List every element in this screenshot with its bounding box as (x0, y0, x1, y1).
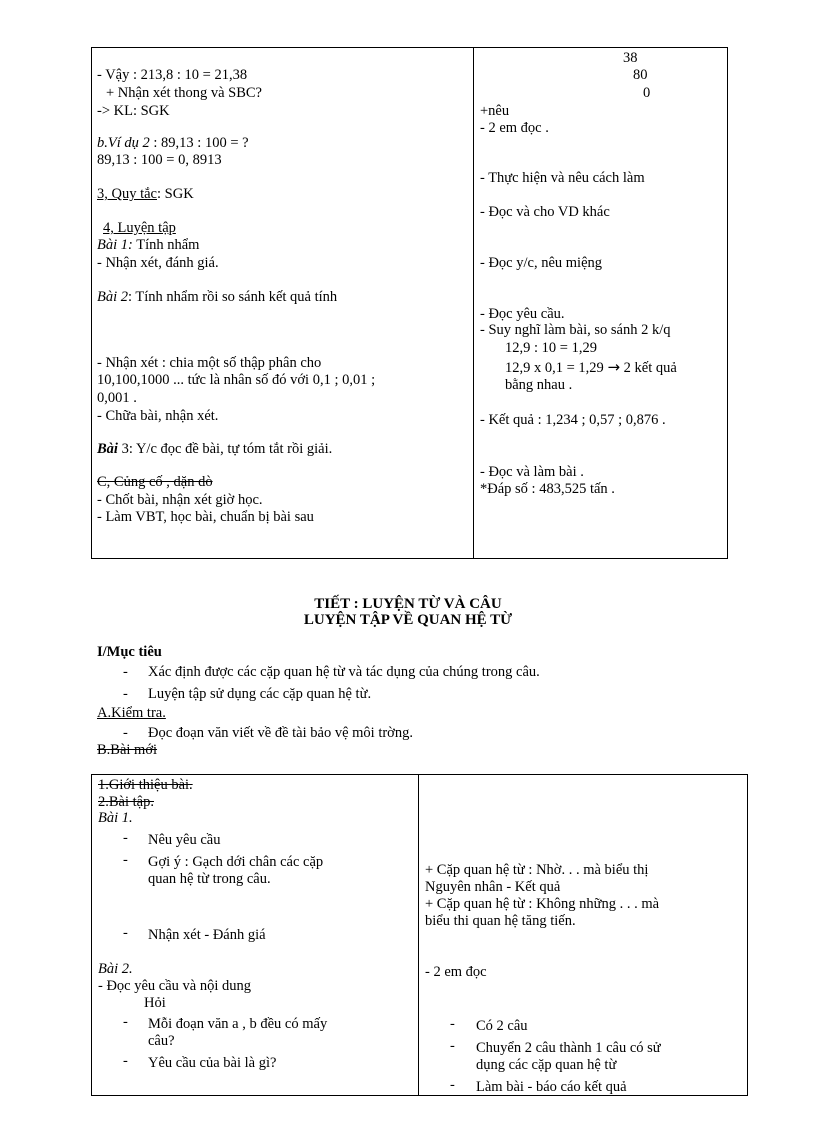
bullet-dash: - (123, 852, 128, 868)
bullet-dash: - (450, 1016, 455, 1032)
t1-right-line: *Đáp số : 483,525 tấn . (480, 481, 615, 497)
t1-right-line: - Đọc và cho VD khác (480, 204, 610, 220)
t1-exercise-2 (97, 290, 337, 305)
t1-right-line: - Đọc yêu cầu. (480, 306, 565, 322)
t1-division-digit: 0 (643, 85, 651, 101)
t1-right-line: - Kết quả : 1,234 ; 0,57 ; 0,876 . (480, 412, 666, 428)
exercise-2-text: : Tính nhẩm rồi so sánh kết quả tính (128, 289, 338, 305)
t1-exercise-1 (97, 238, 199, 253)
lesson-title: TIẾT : LUYỆN TỪ VÀ CÂU (314, 596, 502, 612)
t1-left-line: - Chữa bài, nhận xét. (97, 408, 219, 424)
t1-left-line: - Nhận xét : chia một số thập phân cho (97, 355, 322, 371)
lesson-subtitle: LUYỆN TẬP VỀ QUAN HỆ TỪ (303, 612, 513, 628)
t1-left-line: 89,13 : 100 = 0, 8913 (97, 152, 222, 168)
t1-consolidation-heading: C, Củng cố , dặn dò (97, 474, 213, 490)
t1-exercise-3 (97, 442, 332, 457)
t2-right-item: Chuyển 2 câu thành 1 câu có sử (476, 1040, 661, 1056)
t2-right-item: dụng các cặp quan hệ từ (476, 1057, 617, 1073)
t2-left-item: Nhận xét - Đánh giá (148, 927, 266, 943)
t2-right-item: Làm bài - báo cáo kết quả (476, 1079, 627, 1095)
t1-right-line: - Suy nghĩ làm bài, so sánh 2 k/q (480, 322, 671, 338)
bullet-dash: - (123, 1014, 128, 1030)
bullet-dash: - (123, 686, 128, 702)
t2-right-line: + Cặp quan hệ từ : Không những . . . mà (425, 896, 660, 912)
bullet-dash: - (123, 664, 128, 680)
exercise-3-text: 3: Y/c đọc đề bài, tự tóm tắt rồi giải. (117, 441, 333, 457)
t2-left-item: Nêu yêu cầu (148, 832, 221, 848)
bullet-dash: - (123, 725, 128, 741)
calc-text: 12,9 x 0,1 = 1,29 (505, 360, 604, 376)
calc-result: 2 kết quả (620, 360, 677, 376)
t1-left-line: 0,001 . (97, 390, 137, 406)
t1-left-line: 10,100,1000 ... tức là nhân số đó với 0,1 ; 0,01 ; (97, 372, 376, 388)
t2-right-line: biểu thi quan hệ tăng tiến. (425, 913, 576, 929)
t1-left-line: - Nhận xét, đánh giá. (97, 255, 219, 271)
objective-item: Xác định được các cặp quan hệ từ và tác dụng của chúng trong câu. (148, 664, 540, 680)
t2-left-item: Hỏi (144, 995, 166, 1011)
bullet-dash: - (123, 1053, 128, 1069)
t2-exercises: 2.Bài tập. (98, 794, 154, 810)
exercise-3-label: Bài (97, 441, 118, 457)
rule-label: 3, Quy tắc (97, 186, 157, 202)
example-2-label: b.Ví dụ 2 (97, 135, 150, 151)
t2-left-item: Yêu cầu của bài là gì? (148, 1055, 277, 1071)
t1-left-line: + Nhận xét thong và SBC? (106, 85, 262, 101)
t1-example-2 (97, 136, 249, 151)
t2-intro: 1.Giới thiệu bài. (98, 777, 193, 793)
t2-right-line: - 2 em đọc (425, 964, 487, 980)
rule-text: : SGK (157, 186, 194, 202)
bullet-dash: - (450, 1077, 455, 1093)
example-2-text: : 89,13 : 100 = ? (149, 135, 249, 151)
t1-division-digit: 38 (623, 50, 638, 66)
arrow-right-icon: → (607, 358, 621, 376)
t1-right-line: bằng nhau . (505, 377, 573, 393)
t1-practice-heading: 4, Luyện tập (103, 220, 176, 236)
table-2-divider (418, 774, 419, 1095)
t1-right-line: - Đọc y/c, nêu miệng (480, 255, 603, 271)
t1-right-line: 12,9 : 10 = 1,29 (505, 340, 597, 356)
t1-left-line: - Chốt bài, nhận xét giờ học. (97, 492, 263, 508)
exercise-1-label: Bài 1: (97, 237, 133, 253)
exercise-2-label: Bài 2 (97, 289, 129, 305)
t2-right-line: Nguyên nhân - Kết quả (425, 879, 561, 895)
t2-right-line: + Cặp quan hệ từ : Nhờ. . . mà biểu thị (425, 862, 649, 878)
t1-division-digit: 80 (633, 67, 648, 83)
t2-exercise-2: Bài 2. (98, 961, 133, 977)
t1-left-line: - Làm VBT, học bài, chuẩn bị bài sau (97, 509, 314, 525)
bullet-dash: - (450, 1038, 455, 1054)
objectives-heading: I/Mục tiêu (97, 644, 162, 660)
new-lesson-heading: B.Bài mới (97, 742, 158, 758)
t2-left-item: - Đọc yêu cầu và nội dung (98, 978, 252, 994)
check-heading: A.Kiểm tra. (97, 705, 166, 721)
t2-right-item: Có 2 câu (476, 1018, 528, 1034)
t1-right-line-arrow (505, 360, 677, 376)
objective-item: Luyện tập sử dụng các cặp quan hệ từ. (148, 686, 372, 702)
t1-right-line: - Đọc và làm bài . (480, 464, 584, 480)
table-1-divider (473, 47, 474, 558)
t2-exercise-1: Bài 1. (98, 810, 133, 826)
t2-left-item: Gợi ý : Gạch dới chân các cặp (148, 854, 324, 870)
t1-right-line: - 2 em đọc . (480, 120, 549, 136)
t1-left-line: - Vậy : 213,8 : 10 = 21,38 (97, 67, 248, 83)
exercise-1-text: Tính nhẩm (132, 237, 200, 253)
check-item: Đọc đoạn văn viết về đề tài bảo vệ môi trờng. (148, 725, 413, 741)
t1-right-line: - Thực hiện và nêu cách làm (480, 170, 645, 186)
t2-left-item: quan hệ từ trong câu. (148, 871, 271, 887)
bullet-dash: - (123, 830, 128, 846)
t1-right-line: +nêu (480, 103, 510, 119)
bullet-dash: - (123, 925, 128, 941)
t2-left-item: Mỗi đoạn văn a , b đều có mấy (148, 1016, 328, 1032)
t2-left-item: câu? (148, 1033, 175, 1049)
t1-rule-heading (97, 187, 194, 202)
t1-left-line: -> KL: SGK (97, 103, 170, 119)
